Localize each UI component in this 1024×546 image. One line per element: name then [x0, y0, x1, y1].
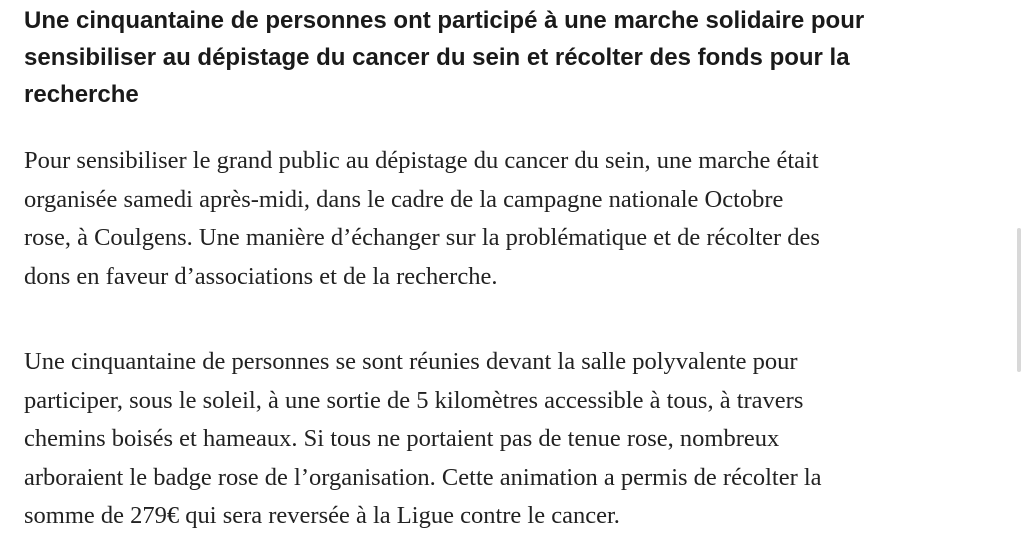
headline-line: Une cinquantaine de personnes ont participé à une marche solidaire pour [24, 7, 865, 34]
scrollbar-thumb[interactable] [1017, 228, 1021, 372]
article-headline [24, 2, 984, 113]
article-paragraph-2 [24, 343, 822, 536]
article-paragraph-1 [24, 142, 820, 296]
paragraph-line: arboraient le badge rose de l’organisation. Cette animation a permis de récolter la [24, 463, 822, 491]
headline-line: recherche [24, 81, 139, 108]
paragraph-line: organisée samedi après-midi, dans le cadre de la campagne nationale Octobre [24, 185, 784, 213]
paragraph-line: chemins boisés et hameaux. Si tous ne portaient pas de tenue rose, nombreux [24, 425, 780, 452]
paragraph-line: Pour sensibiliser le grand public au dépistage du cancer du sein, une marche était [24, 147, 819, 174]
paragraph-line: Une cinquantaine de personnes se sont réunies devant la salle polyvalente pour [24, 348, 798, 375]
paragraph-line: rose, à Coulgens. Une manière d’échanger sur la problématique et de récolter des [24, 224, 820, 251]
paragraph-line: dons en faveur d’associations et de la recherche. [24, 262, 498, 290]
headline-line: sensibiliser au dépistage du cancer du sein et récolter des fonds pour la [24, 44, 850, 71]
paragraph-line: somme de 279€ qui sera reversée à la Ligue contre le cancer. [24, 502, 620, 529]
paragraph-line: participer, sous le soleil, à une sortie de 5 kilomètres accessible à tous, à travers [24, 386, 804, 414]
